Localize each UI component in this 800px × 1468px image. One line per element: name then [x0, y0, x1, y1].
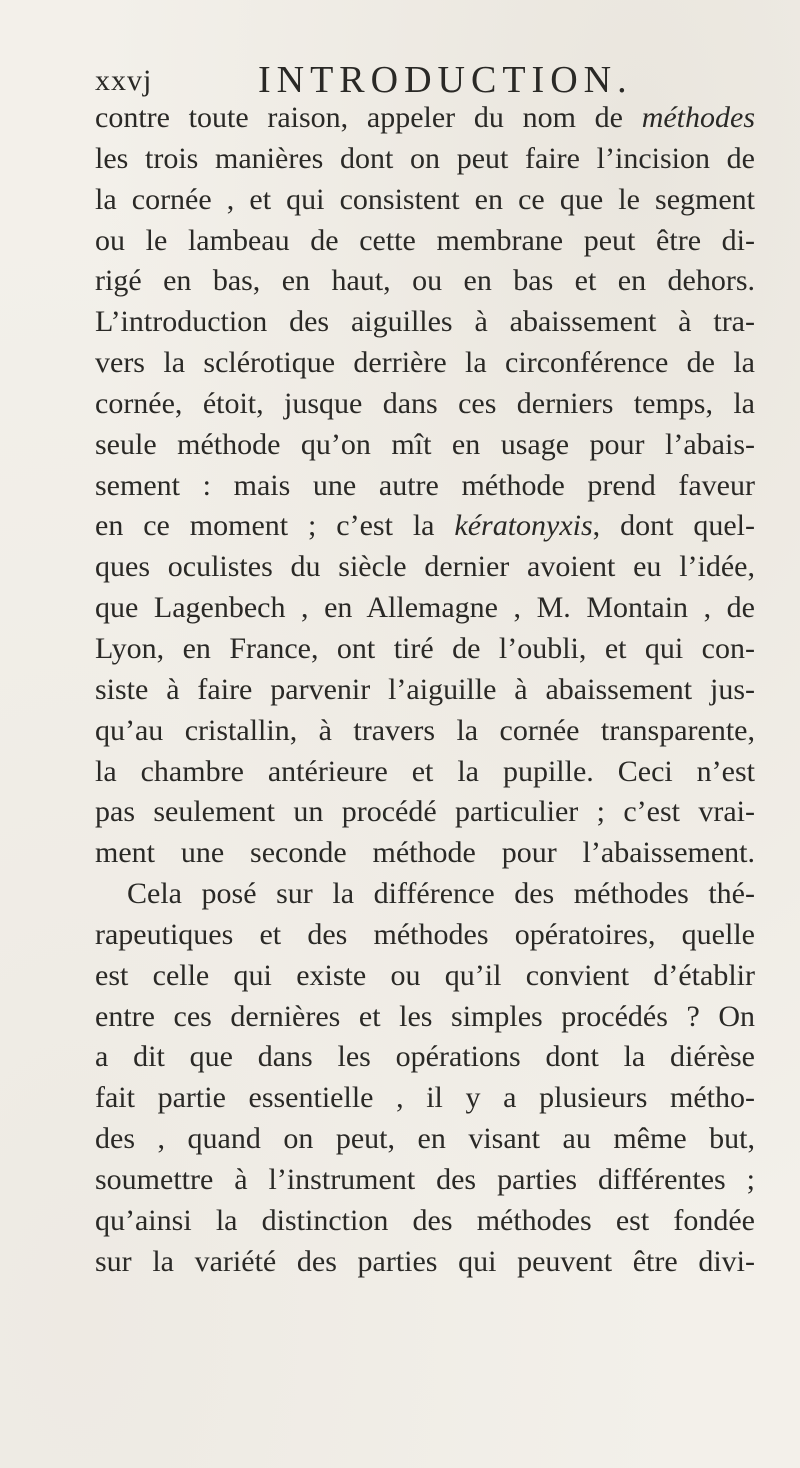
text-segment: entre ces dernières et les simples procédés ? On — [95, 999, 755, 1033]
text-segment: seule méthode qu’on mît en usage pour l’abais- — [95, 427, 755, 461]
text-segment: des , quand on peut, en visant au même but, — [95, 1122, 755, 1156]
text-line — [95, 1201, 755, 1242]
text-segment: sement : mais une autre méthode prend faveur — [95, 468, 755, 502]
text-line — [95, 547, 755, 588]
text-segment: ques oculistes du siècle dernier avoient eu l’idée, — [95, 550, 755, 584]
text-segment: qu’ainsi la distinction des méthodes est fondée — [95, 1203, 755, 1237]
text-line — [95, 261, 755, 302]
text-segment: a dit que dans les opérations dont la diérèse — [95, 1040, 755, 1074]
text-line — [95, 1160, 755, 1201]
running-title: INTRODUCTION. — [258, 59, 633, 101]
text-segment: sur la variété des parties qui peuvent être divi- — [95, 1244, 755, 1278]
italic-term: kératonyxis — [454, 509, 593, 543]
text-segment: cornée, étoit, jusque dans ces derniers temps, la — [95, 386, 755, 420]
text-segment: les trois manières dont on peut faire l’incision de — [95, 141, 755, 175]
text-line — [95, 1119, 755, 1160]
text-segment: rigé en bas, en haut, ou en bas et en dehors. — [95, 264, 755, 298]
text-line — [95, 1242, 755, 1283]
text-line — [95, 711, 755, 752]
text-line — [95, 752, 755, 793]
text-line — [95, 956, 755, 997]
page-number: xxvj — [95, 64, 153, 97]
text-line — [95, 629, 755, 670]
text-segment: ou le lambeau de cette membrane peut être di- — [95, 223, 755, 257]
text-segment: contre toute raison, appeler du nom de — [95, 101, 642, 134]
text-segment: soumettre à l’instrument des parties différentes ; — [95, 1162, 755, 1196]
text-line — [95, 466, 755, 507]
text-line — [95, 139, 755, 180]
text-line — [95, 874, 755, 915]
text-line — [95, 792, 755, 833]
text-segment: Cela posé sur la différence des méthodes thé- — [127, 877, 755, 911]
text-line — [95, 221, 755, 262]
body-text — [95, 98, 755, 1282]
text-segment: Lyon, en France, ont tiré de l’oubli, et qui con- — [95, 631, 755, 665]
text-line — [95, 302, 755, 343]
text-line — [95, 1078, 755, 1119]
text-line — [95, 1037, 755, 1078]
text-segment: vers la sclérotique derrière la circonférence de la — [95, 346, 755, 380]
text-segment: pas seulement un procédé particulier ; c’est vrai- — [95, 795, 755, 829]
text-line — [95, 506, 755, 547]
text-line — [95, 915, 755, 956]
text-line — [95, 588, 755, 629]
text-line — [95, 425, 755, 466]
text-line — [95, 384, 755, 425]
text-line — [95, 997, 755, 1038]
text-line — [95, 670, 755, 711]
text-segment: qu’au cristallin, à travers la cornée transparente, — [95, 713, 755, 747]
text-segment: rapeutiques et des méthodes opératoires, quelle — [95, 917, 755, 951]
text-segment: fait partie essentielle , il y a plusieurs métho- — [95, 1081, 755, 1115]
text-line — [95, 833, 755, 874]
text-segment: la cornée , et qui consistent en ce que le segment — [95, 182, 755, 216]
text-segment: est celle qui existe ou qu’il convient d’établir — [95, 958, 755, 992]
italic-term: méthodes — [641, 101, 755, 134]
text-segment: ment une seconde méthode pour l’abaissement. — [95, 836, 755, 870]
text-segment: siste à faire parvenir l’aiguille à abaissement jus- — [95, 672, 755, 706]
text-line — [95, 98, 755, 139]
text-segment: , dont quel- — [592, 509, 755, 543]
text-line — [95, 180, 755, 221]
text-segment: la chambre antérieure et la pupille. Ceci n’est — [95, 754, 755, 788]
text-segment: que Lagenbech , en Allemagne , M. Montain , de — [95, 591, 755, 625]
text-segment: L’introduction des aiguilles à abaissement à tra- — [95, 305, 755, 339]
text-segment: en ce moment ; c’est la — [95, 509, 455, 543]
text-line — [95, 343, 755, 384]
